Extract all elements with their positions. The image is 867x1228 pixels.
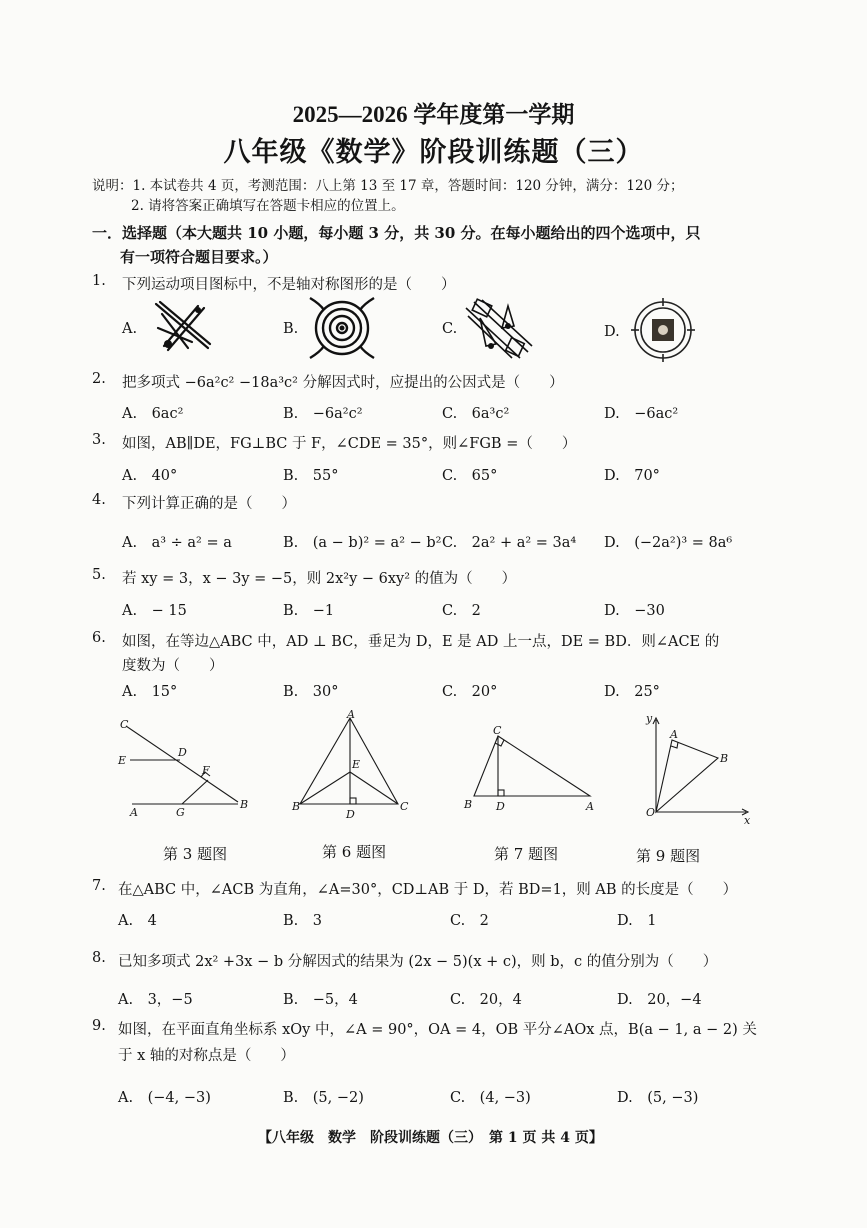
question-4-stem: 下列计算正确的是（ ）	[122, 496, 296, 512]
fig9-label-y: y	[646, 712, 653, 725]
exam-main-title: 八年级《数学》阶段训练题（三）	[223, 137, 644, 167]
question-number: 9.	[92, 1018, 106, 1034]
question-6-stem-line-2: 度数为（ ）	[122, 658, 224, 674]
triangle-oab	[656, 740, 718, 812]
fig6-label-d: D	[346, 808, 355, 821]
q3-option-a: A. 40°	[122, 468, 178, 484]
fig9-label-a: A	[670, 728, 678, 741]
question-9-stem-line-2: 于 x 轴的对称点是（ ）	[118, 1048, 295, 1064]
q8-option-c: C. 20，4	[450, 992, 522, 1008]
figure-3-diagram	[112, 716, 262, 820]
figure-9-caption: 第 9 题图	[636, 847, 701, 865]
q6-option-c: C. 20°	[442, 684, 498, 700]
fig7-label-c: C	[493, 724, 502, 737]
q4-option-a: A. a³ ÷ a² = a	[122, 535, 232, 551]
q6-option-b: B. 30°	[283, 684, 339, 700]
fig6-label-c: C	[400, 800, 409, 813]
question-number: 5.	[92, 567, 106, 583]
q7-option-b: B. 3	[283, 913, 322, 929]
question-number: 2.	[92, 371, 106, 387]
fig9-label-b: B	[720, 752, 729, 765]
figure-6-caption: 第 6 题图	[322, 843, 387, 861]
question-8-stem: 已知多项式 2x² +3x − b 分解因式的结果为 (2x − 5)(x + c)，则 b，c 的值分别为（ ）	[118, 954, 718, 970]
q8-option-b: B. −5，4	[283, 992, 358, 1008]
q9-option-d: D. (5, −3)	[617, 1090, 699, 1106]
badminton-icon	[462, 298, 534, 362]
line-ec	[350, 772, 398, 804]
question-3-stem: 如图，AB∥DE，FG⊥BC 于 F，∠CDE = 35°，则∠FGB =（ ）	[122, 436, 577, 452]
fig7-label-a: A	[586, 800, 594, 813]
question-number: 3.	[92, 432, 106, 448]
q2-option-d: D. −6ac²	[604, 406, 679, 422]
q4-option-b: B. (a − b)² = a² − b²	[283, 535, 442, 551]
line-eb	[300, 772, 350, 804]
q8-option-d: D. 20，−4	[617, 992, 702, 1008]
q7-option-d: D. 1	[617, 913, 657, 929]
q5-option-a: A. − 15	[122, 603, 187, 619]
question-number: 6.	[92, 630, 106, 646]
archery-target-icon	[302, 290, 382, 366]
q6-option-a: A. 15°	[122, 684, 178, 700]
q5-option-d: D. −30	[604, 603, 665, 619]
q9-option-c: C. (4, −3)	[450, 1090, 531, 1106]
section-heading-line-1: 一．选择题（本大题共 10 小题，每小题 3 分，共 30 分。在每小题给出的四个选项中，只	[92, 224, 701, 242]
line-cb	[126, 726, 238, 802]
q1-option-a: A.	[122, 321, 138, 337]
triangle-abc	[300, 718, 398, 804]
q5-option-b: B. −1	[283, 603, 335, 619]
question-number: 8.	[92, 950, 106, 966]
question-5-stem: 若 xy = 3，x − 3y = −5，则 2x²y − 6xy² 的值为（ ）	[122, 571, 517, 587]
q2-option-b: B. −6a²c²	[283, 406, 363, 422]
ski-icon	[148, 298, 216, 358]
q9-option-b: B. (5, −2)	[283, 1090, 364, 1106]
page-footer: 【八年级 数学 阶段训练题（三） 第 1 页 共 4 页】	[258, 1130, 603, 1146]
fig6-label-e: E	[352, 758, 361, 771]
question-number: 7.	[92, 878, 106, 894]
fig3-label-c: C	[120, 718, 129, 731]
q8-option-a: A. 3，−5	[118, 992, 193, 1008]
exam-year-title: 2025—2026 学年度第一学期	[292, 102, 575, 127]
q2-option-c: C. 6a³c²	[442, 406, 510, 422]
q5-option-c: C. 2	[442, 603, 481, 619]
fig6-label-b: B	[292, 800, 301, 813]
instructions-line-1: 说明：1. 本试卷共 4 页，考测范围：八上第 13 至 17 章，答题时间：120 分钟，满分：120 分；	[92, 178, 684, 194]
figure-7-diagram	[460, 720, 602, 814]
question-7-stem: 在△ABC 中，∠ACB 为直角，∠A=30°，CD⊥AB 于 D，若 BD=1，则 AB 的长度是（ ）	[118, 882, 738, 898]
fig9-label-x: x	[744, 814, 751, 827]
fig7-label-b: B	[464, 798, 473, 811]
q1-option-d: D.	[604, 324, 620, 340]
question-1-stem: 下列运动项目图标中，不是轴对称图形的是（ ）	[122, 277, 456, 293]
fig9-label-o: O	[646, 806, 656, 819]
question-number: 4.	[92, 492, 106, 508]
instructions-line-2: 2. 请将答案正确填写在答题卡相应的位置上。	[131, 198, 405, 214]
shooting-target-icon	[630, 296, 696, 364]
q3-option-b: B. 55°	[283, 468, 339, 484]
q1-option-c: C.	[442, 321, 458, 337]
question-9-stem-line-1: 如图，在平面直角坐标系 xOy 中，∠A = 90°，OA = 4，OB 平分∠AOx 点，B(a − 1, a − 2) 关	[118, 1022, 757, 1038]
line-gf	[182, 780, 208, 804]
fig3-label-b: B	[240, 798, 249, 811]
fig3-label-d: D	[178, 746, 187, 759]
q9-option-a: A. (−4, −3)	[118, 1090, 211, 1106]
q3-option-c: C. 65°	[442, 468, 498, 484]
q7-option-c: C. 2	[450, 913, 489, 929]
q1-option-b: B.	[283, 321, 299, 337]
q3-option-d: D. 70°	[604, 468, 660, 484]
fig6-label-a: A	[347, 708, 355, 721]
question-6-stem-line-1: 如图，在等边△ABC 中，AD ⊥ BC，垂足为 D，E 是 AD 上一点，DE = BD．则∠ACE 的	[122, 634, 720, 650]
figure-6-diagram	[286, 710, 412, 822]
fig3-label-e: E	[118, 754, 127, 767]
figure-9-diagram	[634, 712, 754, 827]
fig3-label-a: A	[130, 806, 138, 819]
q4-option-d: D. (−2a²)³ = 8a⁶	[604, 535, 733, 551]
fig3-label-f: F	[202, 764, 210, 777]
q4-option-c: C. 2a² + a² = 3a⁴	[442, 535, 577, 551]
q7-option-a: A. 4	[118, 913, 157, 929]
question-2-stem: 把多项式 −6a²c² −18a³c² 分解因式时，应提出的公因式是（ ）	[122, 375, 564, 391]
q6-option-d: D. 25°	[604, 684, 660, 700]
figure-7-caption: 第 7 题图	[494, 845, 559, 863]
section-heading-line-2: 有一项符合题目要求。）	[120, 248, 278, 266]
question-number: 1.	[92, 273, 106, 289]
fig3-label-g: G	[176, 806, 185, 819]
q2-option-a: A. 6ac²	[122, 406, 184, 422]
fig7-label-d: D	[496, 800, 505, 813]
triangle-abc	[474, 736, 590, 796]
figure-3-caption: 第 3 题图	[163, 845, 228, 863]
